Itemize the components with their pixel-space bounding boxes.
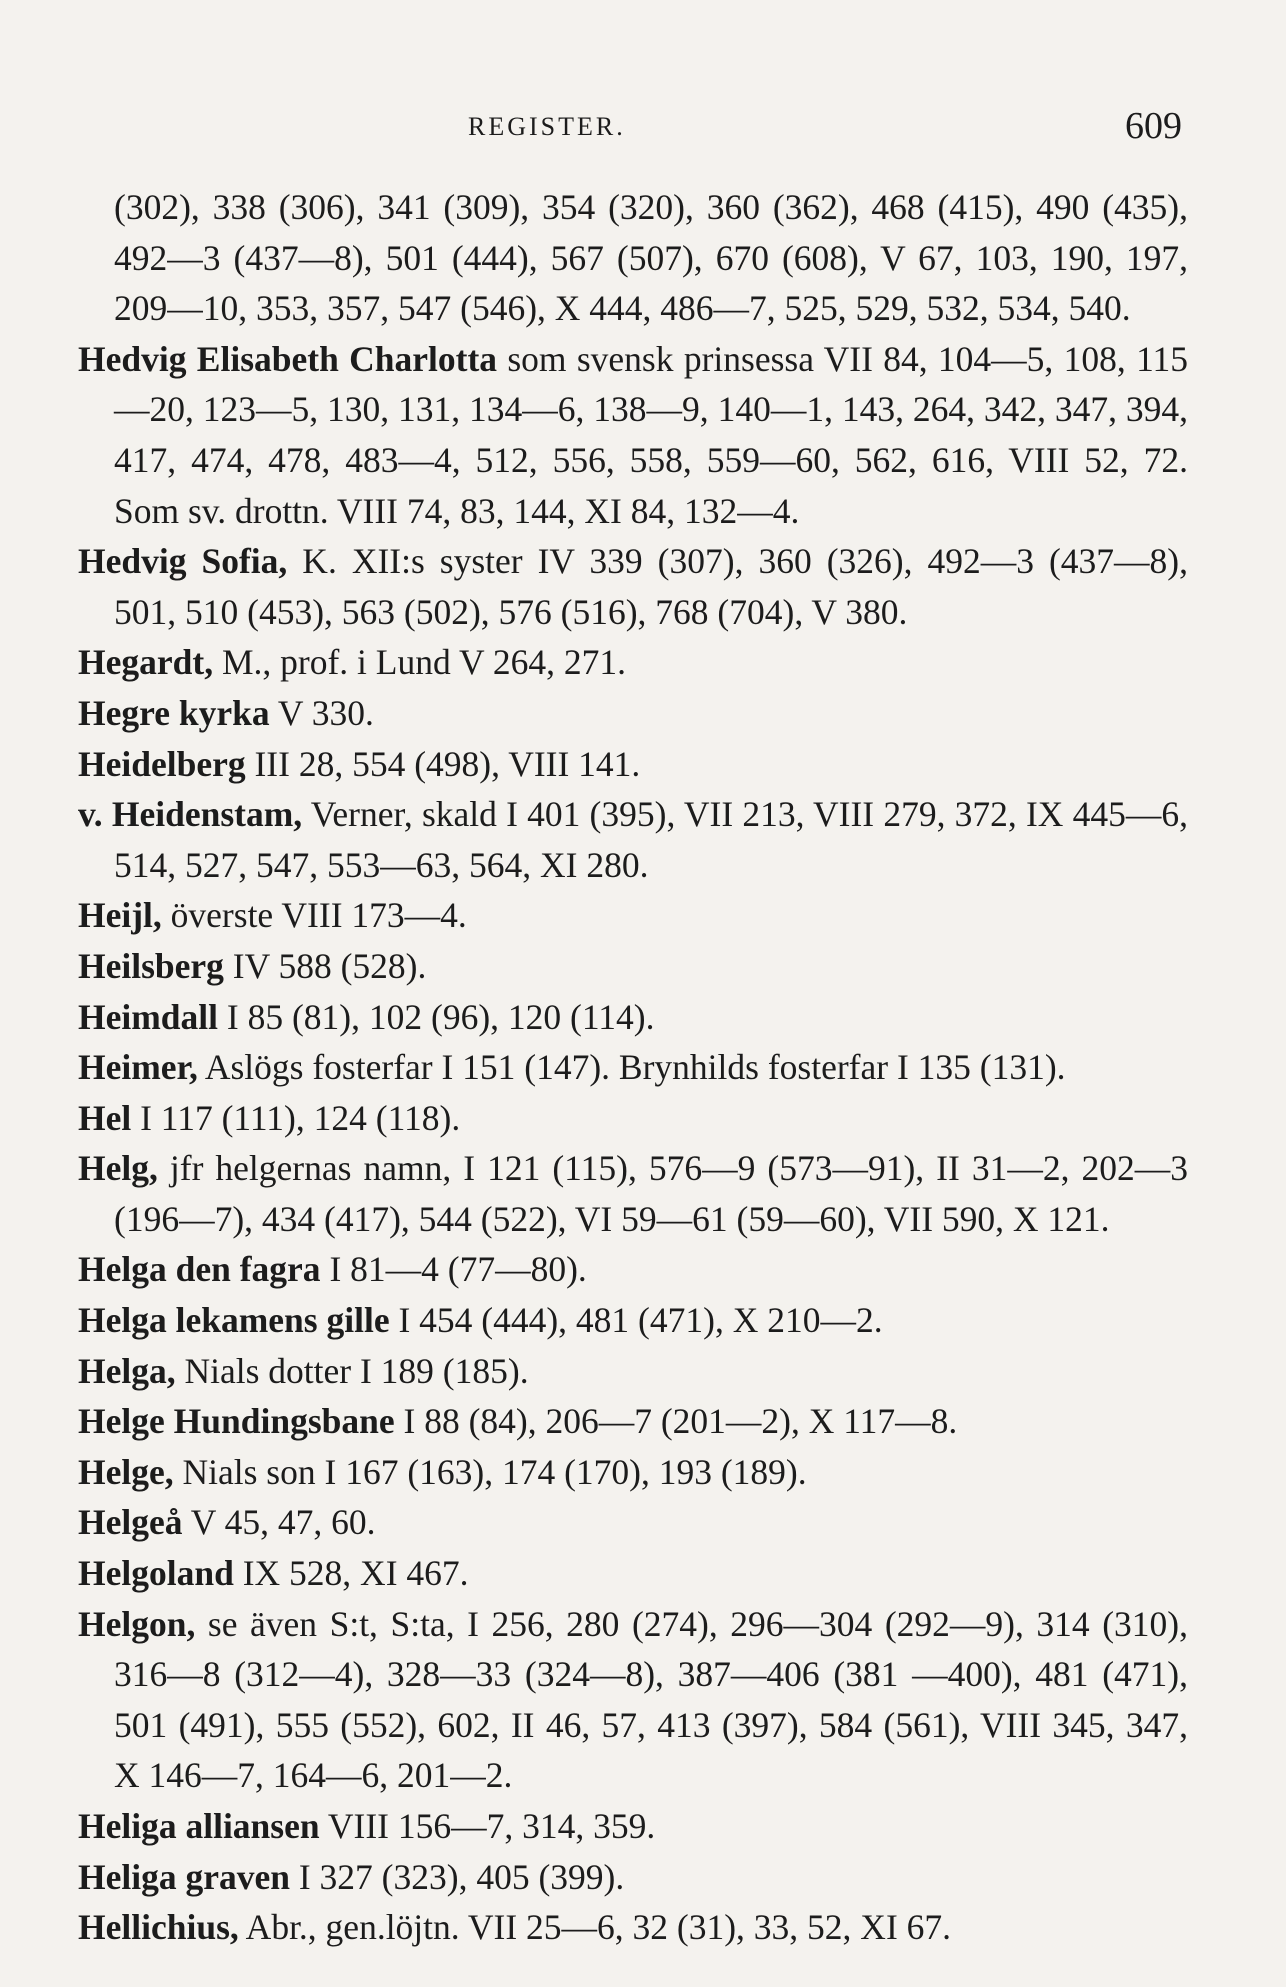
entry-body: överste VIII 173—4. [161, 895, 467, 936]
entry-head: Heimer, [78, 1047, 198, 1088]
index-entry [78, 1497, 1188, 1548]
index-entry [78, 1396, 1188, 1447]
entry-body: V 330. [269, 692, 374, 733]
entry-head: Helgoland [78, 1553, 234, 1594]
index-entry [78, 1447, 1188, 1498]
index-entries [78, 182, 1188, 1953]
entry-body: se även S:t, S:ta, I 256, 280 (274), 296—304 (292—9), 314 (310), 316—8 (312—4), 328—33 (324—8), 387—406 (381 —400), 481 (471), 501 (491), 555 (552), 602, II 46, 57, 413 (397), 584 (561), VIII 345, 347, X 146—7, 164—6, 201—2. [114, 1603, 1188, 1796]
index-entry [78, 941, 1188, 992]
entry-body: som svensk prinsessa VII 84, 104—5, 108, 115—20, 123—5, 130, 131, 134—6, 138—9, 140—1, 143, 264, 342, 347, 394, 417, 474, 478, 483—4, 512, 556, 558, 559—60, 562, 616, VIII 52, 72. Som sv. drottn. VIII 74, 83, 144, XI 84, 132—4. [114, 338, 1189, 531]
entry-head: v. Heidenstam, [78, 794, 303, 835]
index-entry [78, 536, 1188, 637]
entry-body: Verner, skald I 401 (395), VII 213, VIII 279, 372, IX 445—6, 514, 527, 547, 553—63, 564, XI 280. [114, 794, 1188, 885]
entry-head: Heimdall [78, 996, 219, 1037]
index-entry [78, 1042, 1188, 1093]
entry-head: Hegre kyrka [78, 692, 270, 733]
entry-body: (302), 338 (306), 341 (309), 354 (320), 360 (362), 468 (415), 490 (435), 492—3 (437—8), 501 (444), 567 (507), 670 (608), V 67, 103, 190, 197, 209—10, 353, 357, 547 (546), X 444, 486—7, 525, 529, 532, 534, 540. [114, 187, 1188, 329]
running-head: REGISTER. [468, 112, 626, 141]
index-entry [78, 789, 1188, 890]
entry-head: Helg, [78, 1148, 158, 1189]
entry-head: Heidelberg [78, 743, 246, 784]
entry-head: Helgon, [78, 1603, 196, 1644]
index-entry [78, 1093, 1188, 1144]
entry-body: V 45, 47, 60. [182, 1502, 376, 1543]
index-entry [78, 334, 1188, 536]
index-entry [78, 890, 1188, 941]
index-entry [78, 1295, 1188, 1346]
entry-body: I 117 (111), 124 (118). [131, 1097, 461, 1138]
entry-head: Helga den fagra [78, 1249, 321, 1290]
entry-body: III 28, 554 (498), VIII 141. [245, 743, 641, 784]
entry-head: Heilsberg [78, 945, 224, 986]
entry-body: M., prof. i Lund V 264, 271. [213, 642, 626, 683]
entry-body: Nials son I 167 (163), 174 (170), 193 (189). [173, 1451, 807, 1492]
entry-body: K. XII:s syster IV 339 (307), 360 (326), 492—3 (437—8), 501, 510 (453), 563 (502), 576 (516), 768 (704), V 380. [114, 541, 1189, 632]
entry-body: IX 528, XI 467. [233, 1553, 469, 1594]
entry-head: Hel [78, 1097, 132, 1138]
entry-body: IV 588 (528). [223, 945, 427, 986]
entry-head: Helge Hundingsbane [78, 1401, 395, 1442]
entry-body: Aslögs fosterfar I 151 (147). Brynhilds fosterfar I 135 (131). [197, 1047, 1066, 1088]
index-entry [78, 1902, 1188, 1953]
index-entry [78, 1599, 1188, 1801]
index-entry [78, 992, 1188, 1043]
entry-head: Hegardt, [78, 642, 214, 683]
entry-head: Heijl, [78, 895, 162, 936]
entry-head: Hedvig Elisabeth Charlotta [78, 338, 498, 379]
entry-body: I 88 (84), 206—7 (201—2), X 117—8. [394, 1401, 958, 1442]
entry-body: Nials dotter I 189 (185). [175, 1350, 529, 1391]
entry-head: Heliga graven [78, 1856, 290, 1897]
entry-body: I 327 (323), 405 (399). [289, 1856, 625, 1897]
index-entry [78, 1244, 1188, 1295]
entry-body: jfr helgernas namn, I 121 (115), 576—9 (573—91), II 31—2, 202—3 (196—7), 434 (417), 544 (522), VI 59—61 (59—60), VII 590, X 121. [114, 1148, 1188, 1239]
index-entry [78, 739, 1188, 790]
entry-head: Hedvig Sofia, [78, 541, 288, 582]
entry-body: VIII 156—7, 314, 359. [319, 1806, 656, 1846]
index-entry [78, 1548, 1188, 1599]
entry-body: I 454 (444), 481 (471), X 210—2. [389, 1300, 883, 1341]
index-entry [78, 1143, 1188, 1244]
index-entry [78, 1346, 1188, 1397]
index-entry [78, 637, 1188, 688]
index-entry [78, 1801, 1188, 1852]
index-entry [78, 688, 1188, 739]
entry-head: Hellichius, [78, 1907, 239, 1948]
index-entry [78, 1852, 1188, 1903]
index-entry [78, 182, 1188, 334]
entry-head: Helga lekamens gille [78, 1300, 390, 1341]
entry-head: Heliga alliansen [78, 1806, 320, 1846]
entry-body: I 85 (81), 102 (96), 120 (114). [218, 996, 655, 1037]
entry-body: I 81—4 (77—80). [320, 1249, 587, 1290]
entry-head: Helga, [78, 1350, 176, 1391]
page-number: 609 [1125, 105, 1182, 147]
entry-body: Abr., gen.löjtn. VII 25—6, 32 (31), 33, 52, XI 67. [238, 1907, 952, 1948]
entry-head: Helgeå [78, 1502, 183, 1543]
entry-head: Helge, [78, 1451, 174, 1492]
